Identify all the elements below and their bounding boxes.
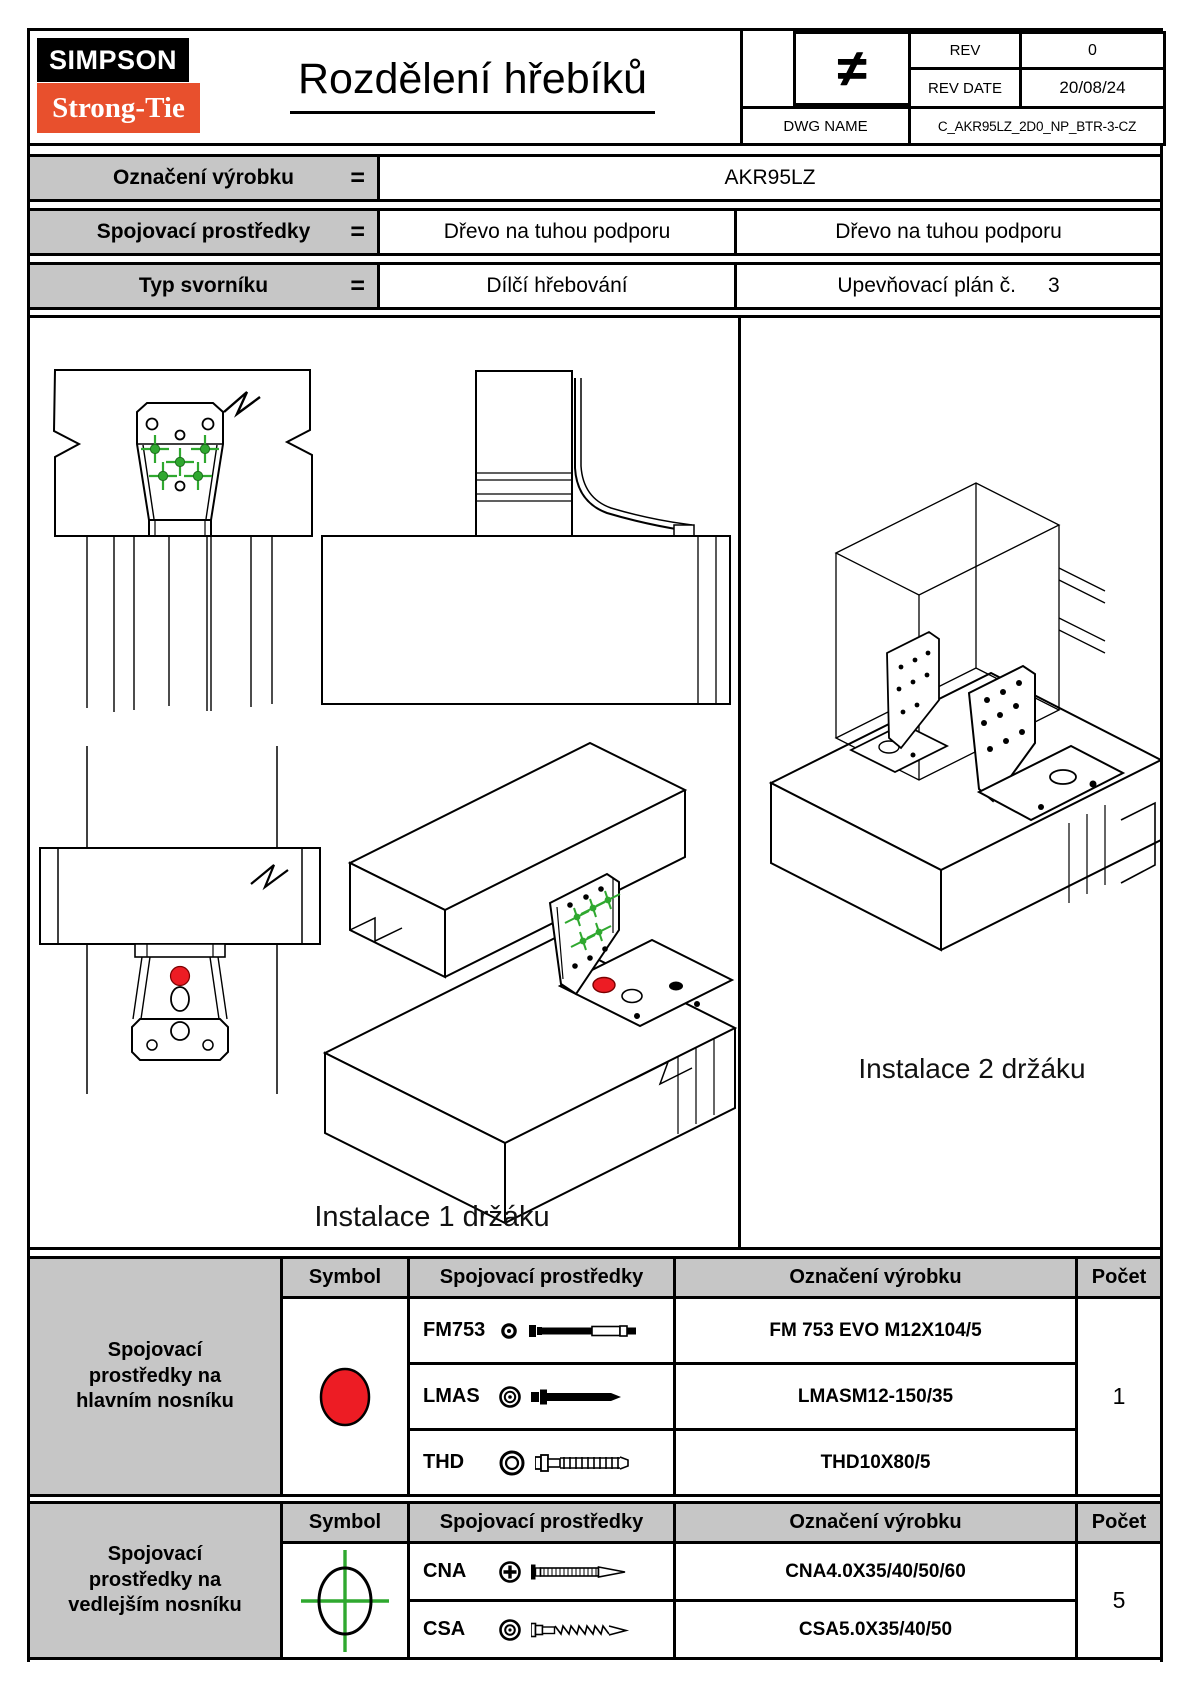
bracket-top — [132, 944, 228, 1060]
washer-icon — [498, 1320, 520, 1342]
logo-simpson: SIMPSON — [37, 38, 189, 82]
info-row-product — [27, 154, 1163, 202]
info-value-member2: Dřevo na tuhou podporu — [734, 208, 1163, 256]
product-code: CNA4.0X35/40/50/60 — [676, 1544, 1075, 1599]
drawing-area — [27, 315, 1163, 1250]
product-code: CSA5.0X35/40/50 — [676, 1602, 1075, 1657]
column-header-count: Počet — [1078, 1504, 1160, 1541]
installation-2-drawing — [741, 318, 1160, 1247]
rev-date-value: 20/08/24 — [1019, 67, 1166, 109]
info-value-plan — [734, 262, 1163, 310]
table-side-label: Spojovací prostředky na vedlejším nosníku — [30, 1504, 280, 1657]
product-code: FM 753 EVO M12X104/5 — [676, 1299, 1075, 1362]
green-crosshair-icon — [293, 1545, 397, 1657]
column-header-count: Počet — [1078, 1259, 1160, 1296]
bolt-icon — [529, 1319, 641, 1343]
washer-ring-icon — [498, 1385, 522, 1409]
info-label — [27, 208, 380, 256]
column-header-fastener: Spojovací prostředky — [410, 1259, 673, 1296]
bolt-marker-red — [171, 967, 190, 986]
installation-1-caption: Instalace 1 držáku — [314, 1201, 550, 1233]
fastener-table-secondary-member — [27, 1501, 1163, 1660]
equals-sign: = — [350, 217, 365, 246]
column-header-product: Označení výrobku — [676, 1504, 1075, 1541]
fastener-row-fm753 — [410, 1299, 673, 1362]
column-header-symbol: Symbol — [283, 1259, 407, 1296]
post-grain-lines — [87, 536, 272, 712]
dwg-name-value: C_AKR95LZ_2D0_NP_BTR-3-CZ — [908, 106, 1166, 146]
fastener-name: CSA — [423, 1618, 466, 1640]
isometric-view-2 — [771, 483, 1160, 950]
page-title: Rozdělení hřebíků — [215, 55, 730, 114]
plan-label: Upevňovací plán č. — [837, 274, 1016, 297]
info-label — [27, 262, 380, 310]
side-view — [322, 371, 730, 704]
fastener-table-main-member — [27, 1256, 1163, 1497]
threaded-screw-icon — [535, 1451, 639, 1475]
equals-sign: = — [350, 271, 365, 300]
front-view — [54, 370, 312, 712]
dwg-name-label: DWG NAME — [740, 106, 911, 146]
product-code: THD10X80/5 — [676, 1431, 1075, 1494]
fastener-row-cna — [410, 1544, 673, 1599]
info-row-fasteners — [27, 208, 1163, 256]
bracket-a — [851, 632, 947, 772]
symbol-red-dot — [283, 1299, 407, 1494]
count-value: 5 — [1078, 1544, 1160, 1657]
symbol-green-crosshair — [283, 1544, 407, 1657]
phillips-head-icon — [498, 1560, 522, 1584]
nail-icon — [531, 1560, 635, 1584]
fastener-name: THD — [423, 1451, 465, 1473]
fastener-name: LMAS — [423, 1385, 480, 1407]
plan-number: 3 — [1047, 274, 1060, 297]
table-side-label: Spojovací prostředky na hlavním nosníku — [30, 1259, 280, 1494]
fastener-row-thd — [410, 1431, 673, 1494]
title-block — [27, 28, 1163, 146]
washer-ring-icon — [498, 1449, 526, 1477]
rev-label: REV — [908, 31, 1022, 70]
fastener-name: FM753 — [423, 1319, 486, 1341]
simpson-strongtie-logo — [37, 38, 200, 133]
installation-1-drawing — [30, 318, 738, 1247]
logo-strongtie: Strong-Tie — [37, 83, 200, 133]
column-header-symbol: Symbol — [283, 1504, 407, 1541]
info-value-member1: Dřevo na tuhou podporu — [377, 208, 737, 256]
revision-block — [740, 31, 1163, 143]
info-label-text: Spojovací prostředky — [96, 220, 311, 243]
column-header-product: Označení výrobku — [676, 1259, 1075, 1296]
fastener-name: CNA — [423, 1560, 467, 1582]
wood-screw-icon — [531, 1618, 635, 1642]
info-label-text: Označení výrobku — [113, 166, 294, 189]
bolt-icon — [531, 1385, 631, 1409]
red-dot-icon — [314, 1364, 376, 1430]
not-equal-icon: ≠ — [793, 31, 911, 106]
top-view — [40, 746, 320, 1094]
screw-head-icon — [498, 1618, 522, 1642]
installation-2-caption: Instalace 2 držáku — [858, 1053, 1086, 1084]
bracket-profile — [575, 378, 690, 531]
bolt-marker-red — [593, 978, 615, 993]
column-header-fastener: Spojovací prostředky — [410, 1504, 673, 1541]
info-row-bolt-type — [27, 262, 1163, 310]
equals-sign: = — [350, 163, 365, 192]
info-label-text: Typ svorníku — [138, 274, 269, 297]
info-value-product: AKR95LZ — [377, 154, 1163, 202]
count-value: 1 — [1078, 1299, 1160, 1494]
rev-value: 0 — [1019, 31, 1166, 70]
rev-date-label: REV DATE — [908, 67, 1022, 109]
info-value-nailing: Dílčí hřebování — [377, 262, 737, 310]
fastener-row-lmas — [410, 1365, 673, 1428]
info-label — [27, 154, 380, 202]
product-code: LMASM12-150/35 — [676, 1365, 1075, 1428]
fastener-row-csa — [410, 1602, 673, 1657]
